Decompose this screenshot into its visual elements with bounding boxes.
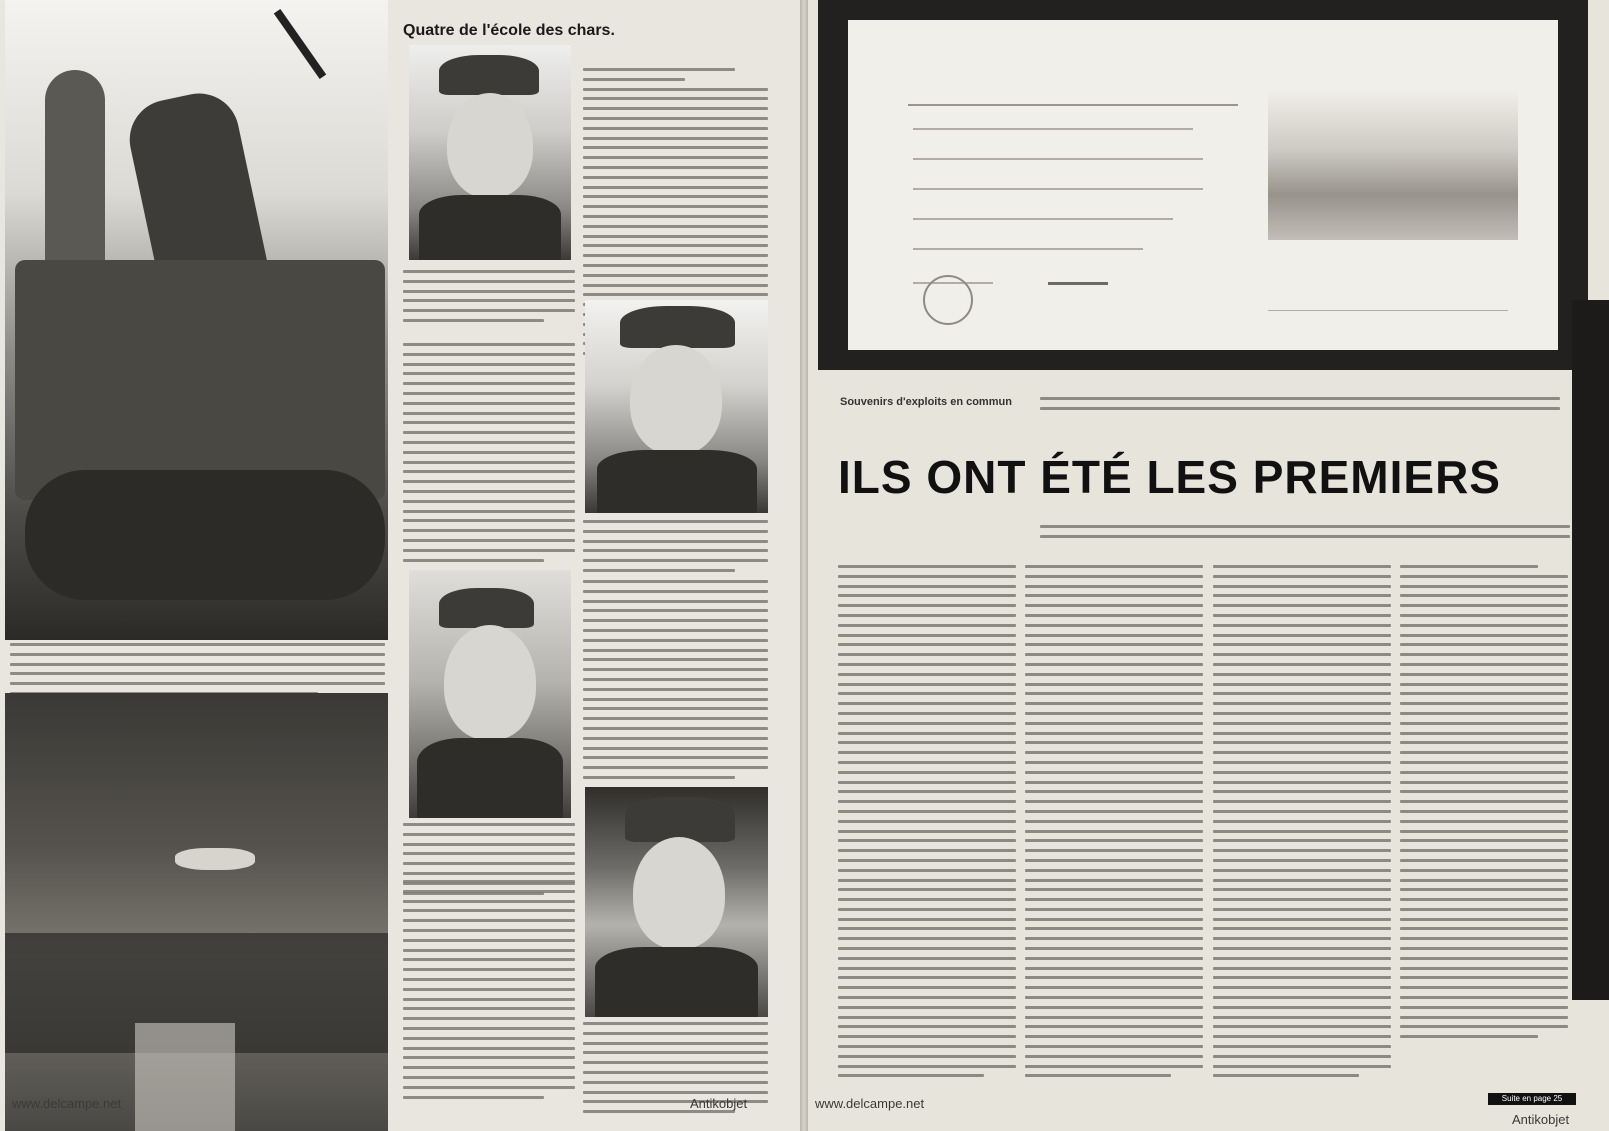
certificate-heading-lettering [908,78,1238,106]
subtitle-placeholder [1040,525,1570,545]
uniform-shape [419,195,561,260]
watermark-site-right: www.delcampe.net [815,1096,925,1111]
chair-shape [135,1023,235,1131]
lamp-shape [175,848,255,870]
portrait-photo-4 [585,787,768,1017]
portrait1-caption-placeholder [403,270,575,329]
certificate-caption-placeholder [1040,397,1560,417]
uniform-shape [595,947,758,1017]
portrait-photo-1 [409,45,571,260]
portrait-photo-2 [585,300,768,513]
rifle-shape [274,9,326,79]
cap-shape [625,797,735,842]
main-headline: ILS ONT ÉTÉ LES PREMIERS [838,451,1501,503]
cap-shape [439,55,539,95]
sketch-caption-line [1268,310,1508,311]
soldier-silhouette [45,70,105,270]
continuation-note: Suite en page 25 [1488,1093,1576,1105]
body-column-1b-placeholder [403,880,575,1105]
tank-photo [5,0,388,640]
watermark-brand: Antikobjet [690,1096,748,1111]
article-column-1-placeholder [838,565,1016,1084]
halftrack-body [15,260,385,500]
article-column-4-placeholder [1400,565,1568,1045]
body-column-1a-placeholder [403,343,575,568]
headline-left: Quatre de l'école des chars. [403,22,615,39]
watermark-site: www.delcampe.net [12,1096,122,1111]
section-label: Souvenirs d'exploits en commun [840,396,1012,408]
face-shape [630,345,722,455]
portrait-photo-3 [409,570,571,818]
certificate-text-line [913,128,1193,130]
page-edge-bar [1572,300,1609,1000]
uniform-shape [417,738,563,818]
certificate-text-line [913,188,1203,190]
certificate-frame [818,0,1588,370]
certificate-paper [848,20,1558,350]
portrait2-caption-placeholder [583,520,768,579]
stalingrad-sketch [1268,90,1518,240]
certificate-text-line [913,248,1143,250]
cap-shape [439,588,534,628]
cap-shape [620,306,735,348]
face-shape [633,837,725,949]
body-column-2b-placeholder [583,580,768,786]
article-column-2-placeholder [1025,565,1203,1084]
seal-stamp [923,275,973,325]
certificate-text-line [913,218,1173,220]
halftrack-tracks [25,470,385,600]
mess-hall-photo [5,693,388,1131]
page-gutter [800,0,808,1131]
uniform-shape [597,450,757,513]
article-column-3-placeholder [1213,565,1391,1084]
signature-mark [1048,282,1108,285]
face-shape [444,625,536,740]
certificate-text-line [913,158,1203,160]
face-shape [447,93,533,198]
watermark-brand-right: Antikobjet [1512,1112,1570,1127]
